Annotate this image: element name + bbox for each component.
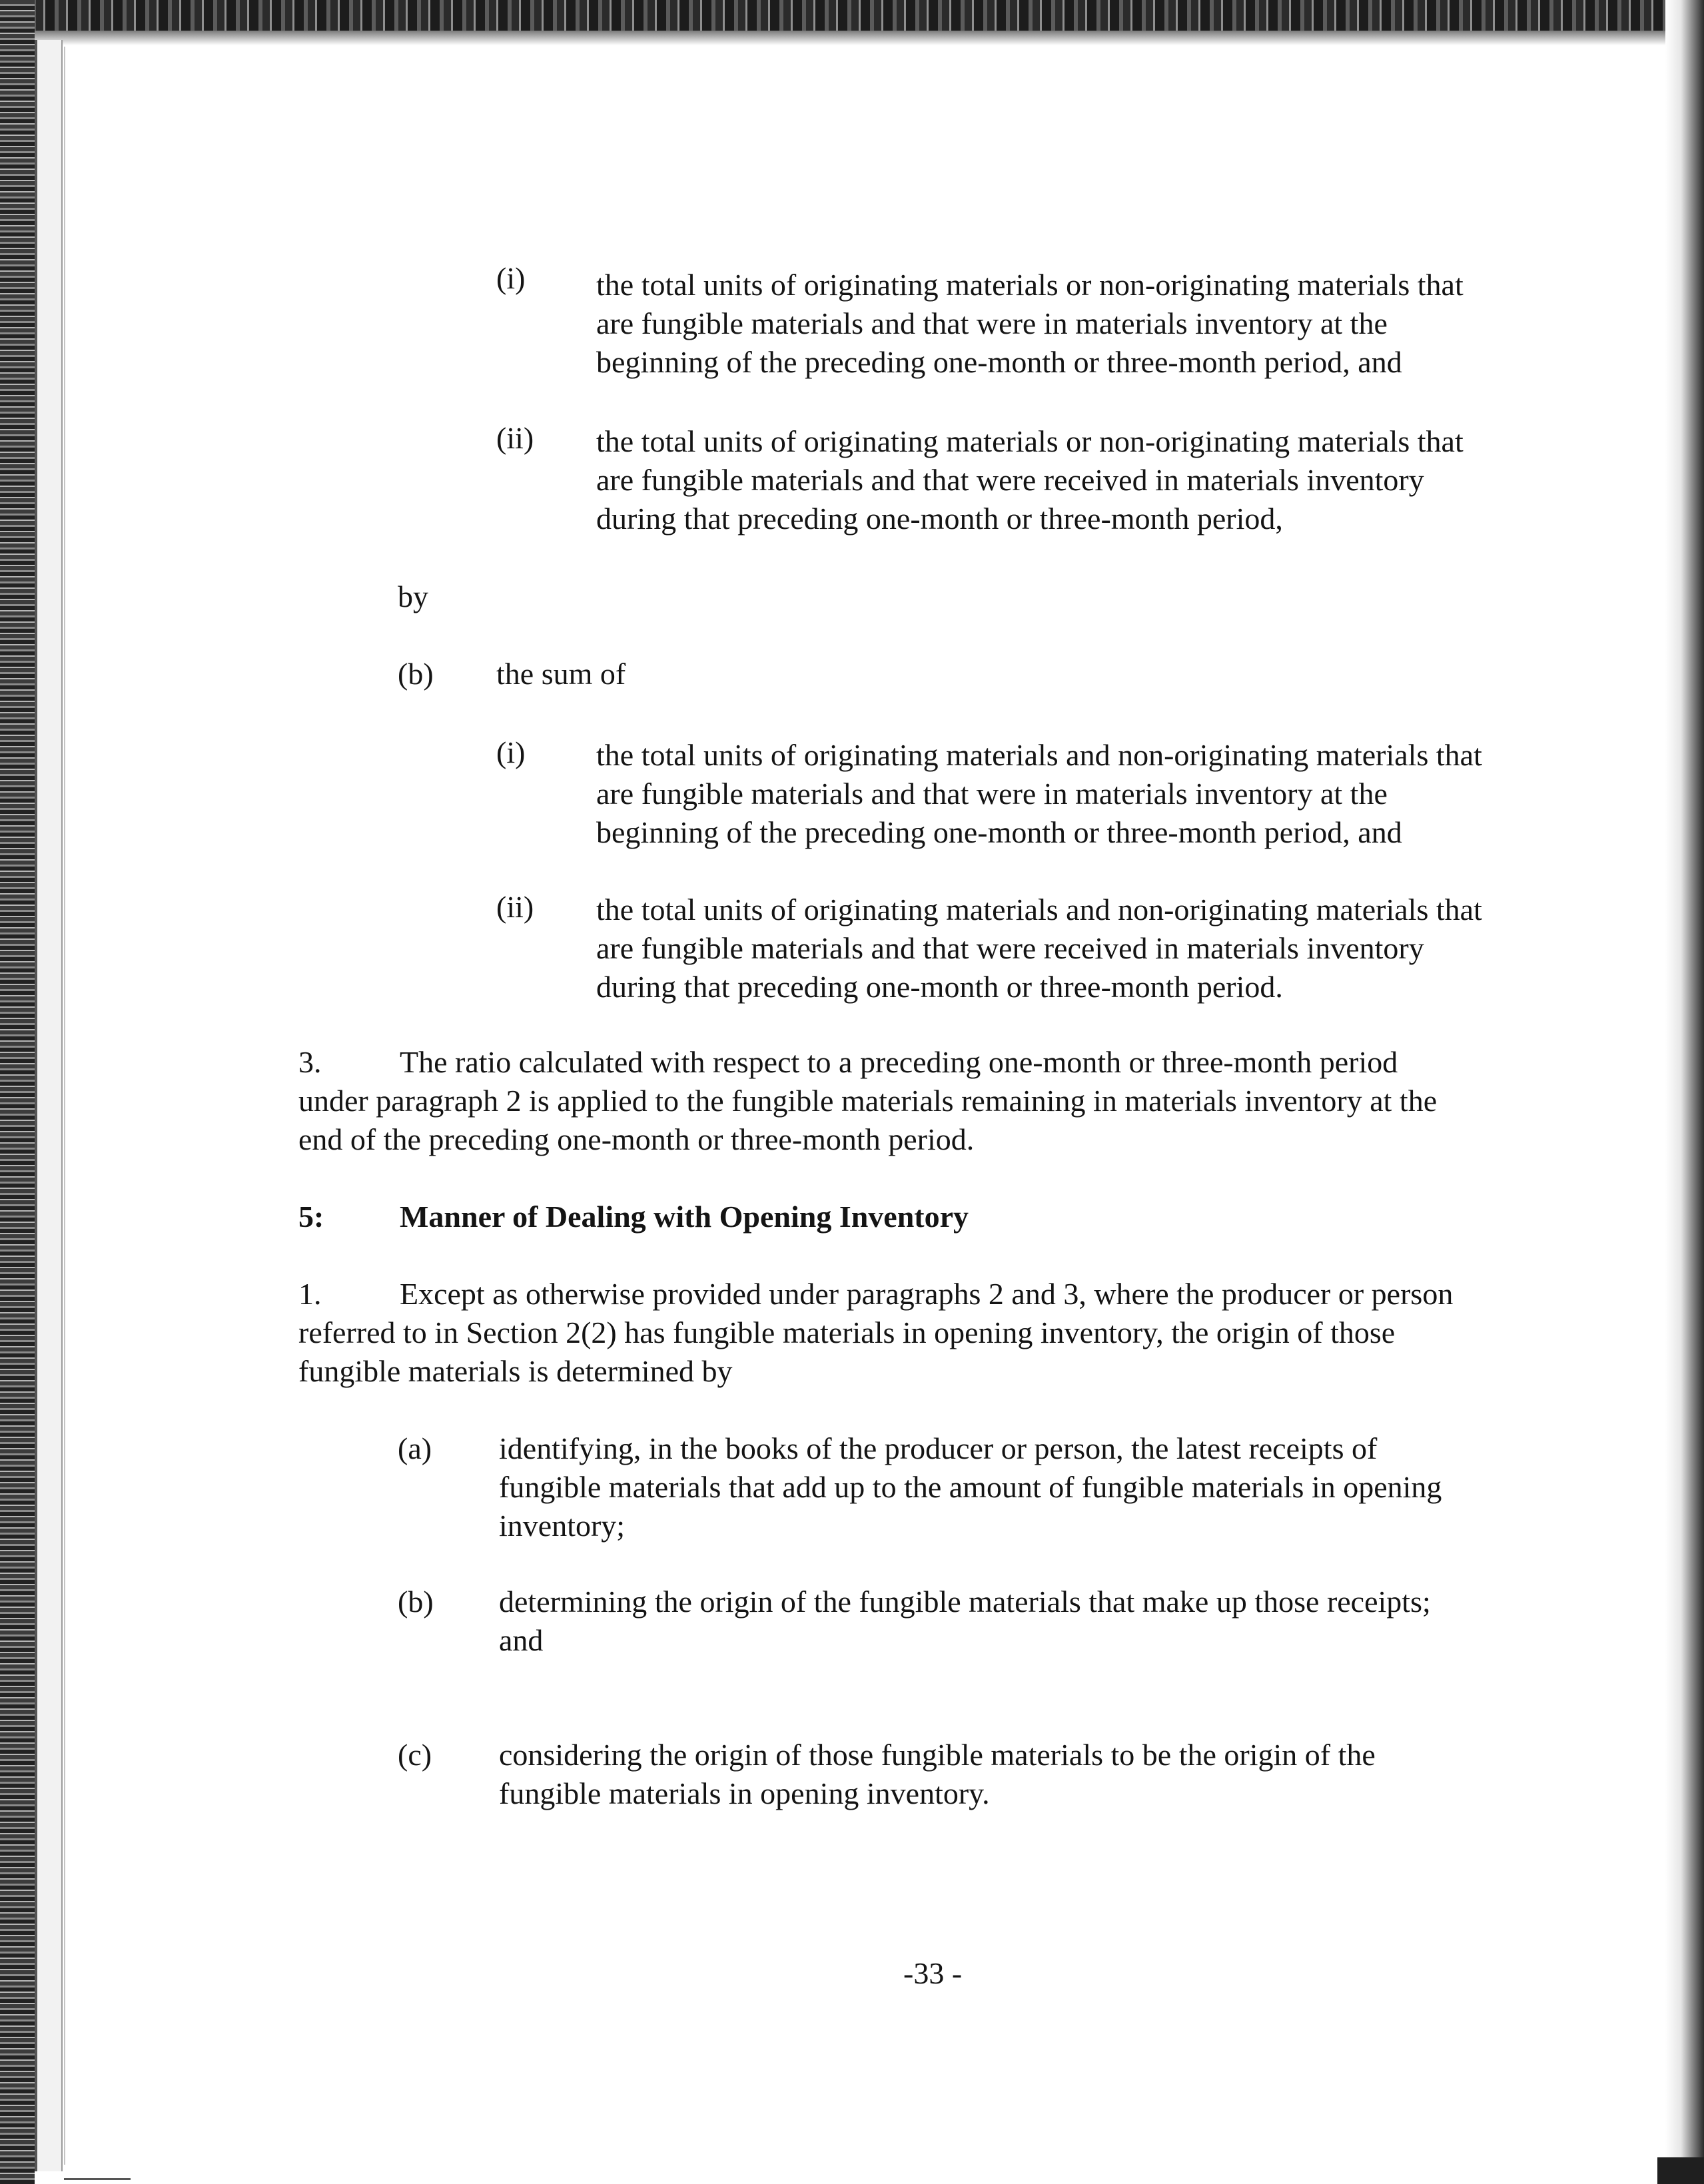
item-text: the sum of bbox=[496, 657, 626, 691]
scan-corner-bottom-right bbox=[1657, 2157, 1704, 2184]
item-label: (i) bbox=[496, 735, 526, 769]
item-label: (ii) bbox=[496, 421, 534, 455]
scan-border-right bbox=[1665, 0, 1704, 2184]
item-label: (i) bbox=[496, 261, 526, 295]
scan-page-edge-line bbox=[64, 47, 65, 2165]
item-label: (b) bbox=[398, 1585, 434, 1619]
item-text: the total units of originating materials or non-originating materials that are fungible materials and that were received in materials inventory during that preceding one-month or three-month period, bbox=[596, 424, 1464, 536]
paragraph-3: The ratio calculated with respect to a preceding one-month or three-month period under paragraph 2 is applied to the fungible materials remaining in materials inventory at the end of the preceding one-month or three-month period. bbox=[298, 1045, 1438, 1156]
paragraph-number: 3. bbox=[298, 1045, 322, 1079]
item-label: (b) bbox=[398, 657, 434, 691]
scan-edge-bottom-left bbox=[64, 2178, 131, 2180]
item-text: the total units of originating materials and non-originating materials that are fungible materials and that were in materials inventory at the beginning of the preceding one-month or three-month period, and bbox=[596, 738, 1482, 849]
scan-shadow-top bbox=[35, 31, 1667, 45]
item-text: identifying, in the books of the producer or person, the latest receipts of fungible materials that add up to the amount of fungible materials in opening inventory; bbox=[499, 1431, 1442, 1543]
item-label: (c) bbox=[398, 1738, 432, 1772]
paragraph-1: Except as otherwise provided under paragraphs 2 and 3, where the producer or person referred to in Section 2(2) has fungible materials in opening inventory, the origin of those fungible materials is determined by bbox=[298, 1277, 1454, 1388]
section-number: 5: bbox=[298, 1200, 324, 1234]
paragraph-number: 1. bbox=[298, 1277, 322, 1311]
item-label: (a) bbox=[398, 1431, 432, 1465]
item-text: the total units of originating materials and non-originating materials that are fungible materials and that were received in materials inventory during that preceding one-month or three-month period. bbox=[596, 893, 1482, 1004]
item-label: (ii) bbox=[496, 890, 534, 924]
scan-page-edge-left bbox=[35, 40, 63, 2171]
item-text: the total units of originating materials or non-originating materials that are fungible materials and that were in materials inventory at the beginning of the preceding one-month or three-month period, and bbox=[596, 268, 1464, 379]
connector-by: by bbox=[398, 579, 428, 613]
page-number: -33 - bbox=[903, 1956, 963, 1990]
scan-border-left bbox=[0, 0, 35, 2184]
section-title: Manner of Dealing with Opening Inventory bbox=[400, 1200, 969, 1234]
item-text: considering the origin of those fungible materials to be the origin of the fungible materials in opening inventory. bbox=[499, 1738, 1376, 1810]
scan-border-top bbox=[0, 0, 1704, 31]
item-text: determining the origin of the fungible materials that make up those receipts; and bbox=[499, 1585, 1431, 1657]
